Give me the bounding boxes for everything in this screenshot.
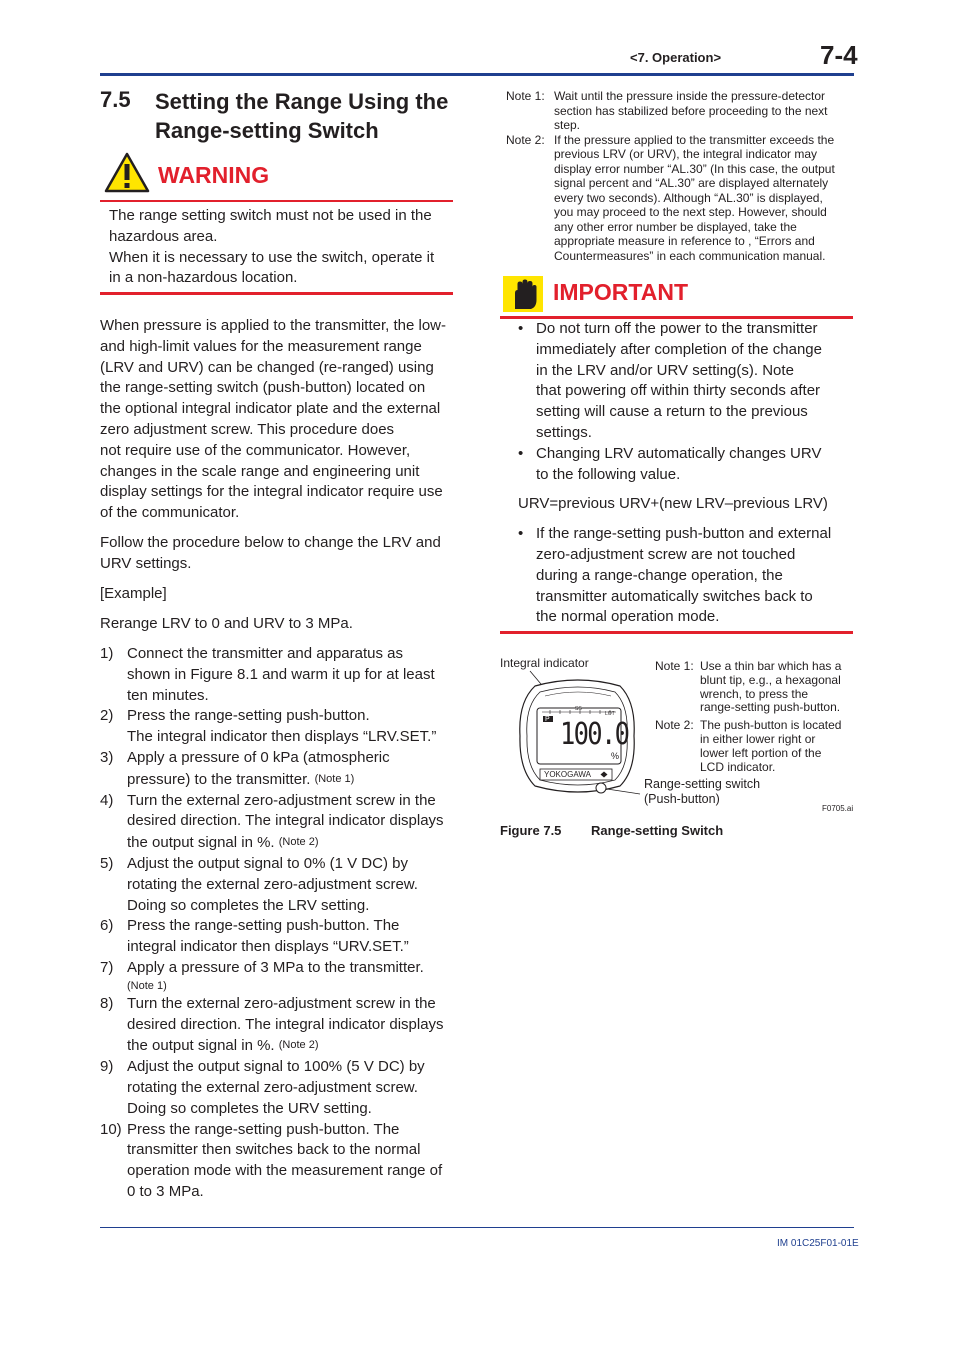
note-line: LCD indicator. (700, 759, 776, 774)
step-line: desired direction. The integral indicator displays (127, 812, 444, 830)
step-number: 8) (100, 994, 114, 1012)
figure-caption-number: Figure 7.5 (500, 823, 562, 838)
lcd-mark-ss: SS (575, 706, 582, 712)
step-line: shown in Figure 8.1 and warm it up for at least (127, 665, 435, 683)
note-line: every two seconds). Although “AL.30” is displayed, (554, 190, 823, 205)
chapter-label: <7. Operation> (630, 50, 722, 65)
note-line: range-setting push-button. (700, 700, 841, 715)
note-2 (506, 133, 851, 264)
note-label: Note 2: (655, 718, 694, 733)
step-item (100, 644, 462, 706)
notes-block (506, 89, 851, 263)
step-item (100, 1120, 462, 1203)
step-item (100, 994, 462, 1057)
bullet-line: to the following value. (536, 465, 681, 483)
bullet-item (518, 444, 853, 486)
step-item (100, 706, 462, 748)
lcd-percent: % (611, 751, 620, 761)
section-title: Setting the Range Using the Range-setting Switch (155, 89, 449, 143)
step-line: ten minutes. (127, 686, 209, 704)
important-content (518, 319, 853, 628)
bullet-line: transmitter automatically switches back to (536, 587, 813, 605)
step-line: Press the range-setting push-button. The (127, 1120, 400, 1138)
figure-note-2 (655, 719, 855, 774)
follow-paragraph (100, 533, 460, 575)
bullet-line: in the LRV and/or URV setting(s). Note (536, 361, 794, 379)
text-line: When pressure is applied to the transmitter, the low- (100, 317, 446, 334)
bullet-line: during a range-change operation, the (536, 566, 783, 584)
text-line: not require use of the communicator. However, (100, 441, 411, 459)
text-line: (LRV and URV) can be changed (re-ranged) using (100, 358, 434, 376)
note-ref: (Note 1) (127, 979, 167, 992)
important-bottom-rule (500, 631, 853, 634)
step-line: integral indicator then displays “URV.SET.” (127, 938, 409, 956)
urv-formula: URV=previous URV+(new LRV–previous LRV) (518, 495, 828, 513)
warning-line: When it is necessary to use the switch, operate it (109, 248, 435, 266)
figure-caption-text: Range-setting Switch (591, 823, 724, 838)
warning-line: hazardous area. (109, 227, 218, 245)
note-line: display error number “AL.30” (In this case, the output (554, 161, 835, 176)
step-line: The integral indicator then displays “LRV.SET.” (127, 728, 437, 746)
bullet-mark: • (518, 525, 524, 543)
step-number: 5) (100, 854, 114, 872)
note-line: blunt tip, e.g., a hexagonal (700, 672, 841, 687)
step-number: 4) (100, 791, 114, 809)
text-line: and high-limit values for the measurement range (100, 337, 422, 355)
warning-bottom-rule (100, 292, 453, 295)
note-label: Note 2: (506, 132, 545, 147)
note-line: signal percent and “AL.30” are displayed alternately (554, 176, 829, 190)
step-line: Adjust the output signal to 100% (5 V DC) by (127, 1058, 425, 1076)
bullet-line: zero-adjustment screw are not touched (536, 545, 796, 563)
note-line: wrench, to press the (700, 686, 809, 701)
note-line: you may proceed to the next step. However, should (554, 205, 827, 219)
step-line: 0 to 3 MPa. (127, 1182, 204, 1200)
step-number: 2) (100, 707, 114, 725)
important-bullets (518, 319, 853, 485)
step-line: operation mode with the measurement range of (127, 1162, 443, 1180)
lcd-p-text: P (545, 716, 550, 723)
note-line: section has stabilized before proceeding to the next (554, 103, 828, 118)
step-line: transmitter then switches back to the normal (127, 1141, 421, 1159)
text-line: zero adjustment screw. This procedure does (100, 420, 395, 438)
note-line: lower left portion of the (700, 745, 822, 760)
step-line: Adjust the output signal to 0% (1 V DC) by (127, 854, 408, 872)
header-rule (100, 73, 854, 76)
intro-paragraph (100, 316, 460, 524)
important-title: IMPORTANT (553, 279, 689, 305)
step-line: the output signal in %. (127, 1037, 279, 1055)
step-item (100, 958, 462, 994)
note-ref: (Note 1) (314, 772, 355, 785)
bullet-line: If the range-setting push-button and external (536, 525, 832, 543)
note-line: The push-button is located (700, 718, 842, 733)
figure-note-1 (655, 660, 855, 715)
switch-label-line: (Push-button) (644, 791, 720, 806)
note-line: Countermeasures” in each communication manual. (554, 248, 826, 263)
step-line: Connect the transmitter and apparatus as (127, 645, 403, 662)
page-number: 7-4 (820, 40, 858, 70)
step-line: Press the range-setting push-button. The (127, 917, 400, 935)
figure-file-id: F0705.ai (822, 804, 854, 813)
bullet-line: the normal operation mode. (536, 608, 720, 626)
bullet-line: that powering off within thirty seconds after (536, 382, 821, 400)
step-line: Doing so completes the LRV setting. (127, 896, 370, 914)
bullet-line: setting will cause a return to the previous (536, 403, 808, 421)
note-line: previous LRV (or URV), the integral indicator may (554, 147, 818, 161)
warning-line: The range setting switch must not be used in the (109, 207, 432, 224)
warning-line: in a non-hazardous location. (109, 269, 298, 287)
warning-text (109, 206, 454, 289)
step-number: 7) (100, 958, 114, 976)
note-line: any other error number be displayed, take the (554, 219, 797, 234)
important-hand-icon (503, 276, 543, 312)
example-label: [Example] (100, 585, 167, 602)
integral-indicator-label: Integral indicator (500, 656, 589, 670)
step-line: Apply a pressure of 3 MPa to the transmitter. (127, 958, 424, 976)
step-line: Press the range-setting push-button. (127, 707, 370, 725)
procedure-steps (100, 644, 462, 1203)
step-line: rotating the external zero-adjustment screw. (127, 875, 418, 893)
push-button-icon (596, 783, 606, 793)
step-number: 3) (100, 748, 114, 766)
step-number: 9) (100, 1058, 114, 1076)
note-line: If the pressure applied to the transmitter exceeds the (554, 132, 835, 147)
warning-top-rule (100, 200, 453, 202)
important-bullets (518, 524, 853, 628)
step-item (100, 791, 462, 854)
document-id: IM 01C25F01-01E (777, 1238, 859, 1249)
note-label: Note 1: (506, 89, 545, 103)
step-line: rotating the external zero-adjustment screw. (127, 1078, 418, 1096)
lcd-mark-lot: LOT (605, 711, 615, 717)
switch-label (644, 777, 760, 806)
text-line: display settings for the integral indicator require use (100, 483, 443, 501)
step-number: 6) (100, 917, 114, 935)
bullet-line: settings. (536, 423, 592, 441)
note-line: Wait until the pressure inside the pressure-detector (554, 89, 826, 103)
text-line: the optional integral indicator plate and the external (100, 400, 441, 418)
lcd-value: 100.0 (560, 717, 629, 752)
bullet-item (518, 524, 853, 628)
note-line: appropriate measure in reference to , “Errors and (554, 234, 815, 248)
step-line: Turn the external zero-adjustment screw in the (127, 994, 436, 1012)
warning-title: WARNING (158, 162, 270, 188)
step-line: Apply a pressure of 0 kPa (atmospheric (127, 748, 390, 766)
bullet-item (518, 319, 853, 444)
step-item (100, 854, 462, 916)
text-line: URV settings. (100, 554, 192, 572)
bullet-line: Do not turn off the power to the transmitter (536, 320, 818, 337)
step-line: Doing so completes the URV setting. (127, 1099, 372, 1117)
step-item (100, 916, 462, 958)
example-text: Rerange LRV to 0 and URV to 3 MPa. (100, 615, 353, 632)
note-line: in either lower right or (700, 731, 816, 746)
step-item (100, 1057, 462, 1119)
bullet-line: immediately after completion of the change (536, 340, 822, 358)
figure-notes (655, 660, 855, 774)
step-item (100, 748, 462, 791)
step-number: 1) (100, 645, 114, 662)
step-line: the output signal in %. (127, 834, 279, 852)
text-line: of the communicator. (100, 504, 240, 522)
note-line: step. (554, 118, 581, 132)
section-number: 7.5 (100, 87, 131, 112)
bullet-mark: • (518, 444, 524, 462)
step-line: pressure) to the transmitter. (127, 770, 315, 788)
step-line: Turn the external zero-adjustment screw in the (127, 791, 436, 809)
note-line: Use a thin bar which has a (700, 659, 842, 673)
warning-triangle-icon (104, 152, 150, 193)
note-1 (506, 89, 851, 133)
switch-leader-line (607, 789, 640, 794)
switch-label-line: Range-setting switch (644, 777, 761, 791)
text-line: Follow the procedure below to change the LRV and (100, 534, 441, 551)
step-line: desired direction. The integral indicator displays (127, 1015, 444, 1033)
brand-name: YOKOGAWA (544, 770, 591, 779)
footer-rule (100, 1227, 854, 1228)
step-number: 10) (100, 1120, 122, 1138)
text-line: the range-setting switch (push-button) located on (100, 379, 426, 397)
bullet-line: Changing LRV automatically changes URV (536, 444, 822, 462)
note-label: Note 1: (655, 659, 694, 673)
bullet-mark: • (518, 320, 524, 337)
text-line: changes in the scale range and engineering unit (100, 462, 420, 480)
note-ref: (Note 2) (278, 1039, 319, 1052)
note-ref: (Note 2) (278, 836, 319, 849)
